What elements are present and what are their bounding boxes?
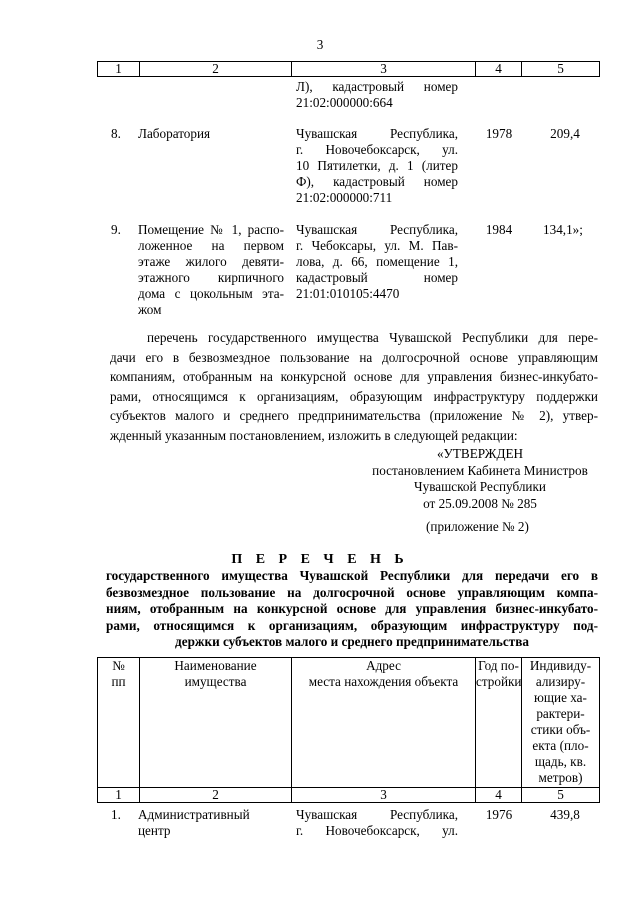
approval-line: от 25.09.2008 № 285 — [423, 495, 537, 511]
name-line: центр — [138, 823, 171, 838]
name-line: дома с цокольным эта- — [138, 286, 284, 301]
property-area: 134,1»; — [543, 222, 583, 237]
header-line: № — [112, 658, 125, 673]
paragraph-line: жденный указанным постановлением, изложить в следующей редакции: — [110, 427, 518, 443]
col-number: 3 — [292, 62, 476, 77]
header-line: Год по- — [478, 658, 519, 673]
property-address — [296, 126, 458, 206]
name-line: Помещение № 1, распо- — [138, 222, 284, 237]
address-line: кадастровый номер — [296, 270, 458, 285]
header-line: Адрес — [366, 658, 401, 673]
header-num — [98, 658, 140, 788]
property-address — [296, 222, 458, 302]
property-address — [296, 807, 458, 839]
name-line: ложенное на первом — [138, 238, 284, 253]
address-line: 21:02:000000:711 — [296, 190, 393, 205]
header-line: ализиру- — [535, 674, 586, 689]
address-line: Чувашская Республика, — [296, 807, 458, 822]
document-subtitle — [106, 568, 598, 651]
subtitle-line: рами, относящимся к организациям, образующим инфраструктуру под- — [106, 617, 598, 633]
address-line: 10 Пятилетки, д. 1 (литер — [296, 158, 458, 173]
address-line: г. Новочебоксарск, ул. — [296, 823, 458, 838]
address-line: 21:02:000000:664 — [296, 95, 393, 110]
construction-year: 1976 — [485, 807, 513, 822]
col-number: 3 — [292, 788, 476, 803]
header-line: ющие ха- — [534, 690, 587, 705]
top-table-column-numbers — [97, 61, 600, 77]
construction-year: 1984 — [485, 222, 513, 237]
header-area — [522, 658, 600, 788]
header-line: екта (пло- — [532, 738, 589, 753]
header-line: места нахождения объекта — [308, 674, 459, 689]
header-line: имущества — [184, 674, 247, 689]
property-name — [138, 222, 284, 318]
col-number: 2 — [140, 62, 292, 77]
header-line: метров) — [538, 770, 583, 785]
header-name — [140, 658, 292, 788]
header-line: стики объ- — [530, 722, 591, 737]
document-title: П Е Р Е Ч Е Н Ь — [231, 552, 409, 567]
address-line: Чувашская Республика, — [296, 126, 458, 141]
col-number: 5 — [522, 62, 600, 77]
page-number: 3 — [316, 37, 324, 52]
paragraph-line: перечень государственного имущества Чувашской Республики для пере- — [147, 330, 598, 345]
subtitle-line: безвозмездное пользование на долгосрочной основе управляющим компа- — [106, 584, 598, 600]
subtitle-line: ниям, отобранным на конкурсной основе для управления бизнес-инкубато- — [106, 601, 598, 616]
col-number: 1 — [98, 788, 140, 803]
address-line: лова, д. 66, помещение 1, — [296, 254, 458, 269]
col-number: 4 — [476, 62, 522, 77]
paragraph-line: дачи его в безвозмездное пользование на долгосрочной основе управляющим — [110, 349, 598, 365]
continued-address — [296, 79, 458, 111]
address-line: Ф), кадастровый номер — [296, 174, 458, 189]
row-number: 8. — [111, 126, 121, 141]
header-line: стройки — [476, 674, 522, 689]
header-year — [476, 658, 522, 788]
property-name: Лаборатория — [138, 126, 211, 141]
name-line: Административный — [138, 807, 250, 822]
paragraph-line: субъектов малого и среднего предпринимательства (приложение № 2), утвер- — [110, 408, 598, 423]
body-paragraph — [110, 328, 598, 445]
row-number: 9. — [111, 222, 121, 237]
appendix-note: (приложение № 2) — [426, 519, 529, 534]
col-number: 2 — [140, 788, 292, 803]
header-line: щадь, кв. — [534, 754, 587, 769]
header-line: Индивиду- — [529, 658, 592, 673]
property-area: 439,8 — [550, 807, 580, 822]
subtitle-line: держки субъектов малого и среднего предпринимательства — [175, 634, 529, 649]
approval-stamp — [360, 446, 600, 512]
approval-line: Чувашской Республики — [414, 479, 546, 494]
address-line: Чувашская Республика, — [296, 222, 458, 237]
header-address — [292, 658, 476, 788]
address-line: 21:01:010105:4470 — [296, 286, 400, 301]
paragraph-line: компаниям, отобранным на конкурсной основе для управления бизнес-инкубато- — [110, 369, 598, 384]
address-line: г. Чебоксары, ул. М. Пав- — [296, 238, 458, 253]
name-line: этаже жилого девяти- — [138, 254, 284, 269]
approval-line: постановлением Кабинета Министров — [372, 462, 588, 478]
address-line: г. Новочебоксарск, ул. — [296, 142, 458, 157]
property-area: 209,4 — [550, 126, 580, 141]
subtitle-line: государственного имущества Чувашской Республики для передачи его в — [106, 568, 598, 583]
approval-line: «УТВЕРЖДЕН — [436, 446, 524, 461]
bottom-table-header — [97, 657, 600, 803]
col-number: 5 — [522, 788, 600, 803]
header-line: Наименование — [174, 658, 257, 673]
property-name — [138, 807, 284, 839]
construction-year: 1978 — [485, 126, 513, 141]
header-line: пп — [111, 674, 126, 689]
row-number: 1. — [111, 807, 121, 822]
name-line: жом — [138, 302, 162, 317]
name-line: этажного кирпичного — [138, 270, 284, 285]
paragraph-line: рами, относящимся к организациям, образующим инфраструктуру поддержки — [110, 388, 598, 404]
address-line: Л), кадастровый номер — [296, 79, 458, 94]
col-number: 1 — [98, 62, 140, 77]
header-line: рактери- — [536, 706, 585, 721]
col-number: 4 — [476, 788, 522, 803]
